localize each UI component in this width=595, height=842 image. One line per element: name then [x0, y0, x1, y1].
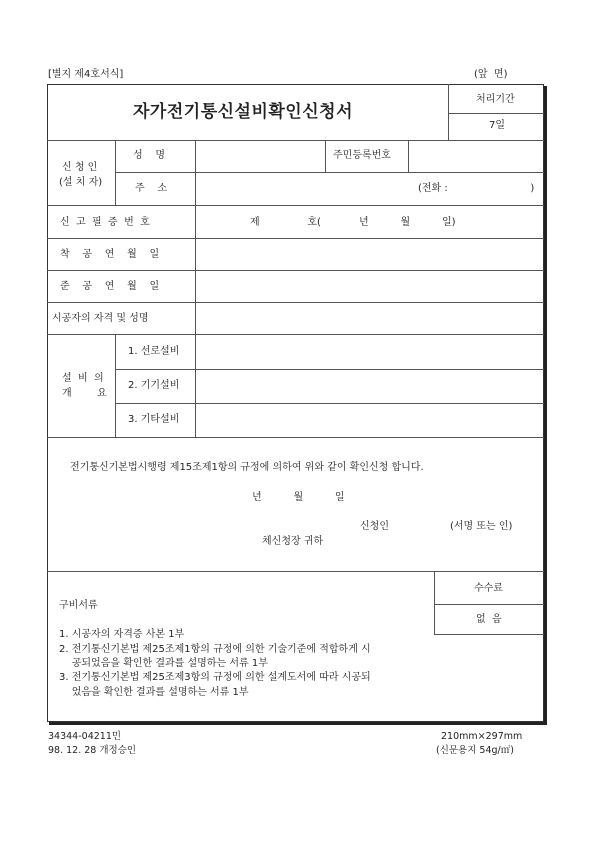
divider: [115, 334, 116, 437]
phone-label: (전화 : ): [418, 183, 535, 194]
divider: [47, 437, 544, 438]
other-facility-field[interactable]: [197, 405, 543, 436]
divider: [325, 140, 326, 172]
divider: [47, 334, 544, 335]
divider: [47, 140, 544, 141]
certificate-number-value: 제 호( 년 월 일): [250, 217, 456, 228]
page-side: (앞 면): [474, 69, 508, 80]
construction-start-field[interactable]: [197, 240, 543, 269]
divider: [434, 634, 544, 635]
processing-period-value: 7일: [489, 120, 506, 131]
form-title: 자가전기통신설비확인신청서: [133, 102, 353, 122]
construction-finish-field[interactable]: [197, 272, 543, 301]
declaration-applicant: 신청인: [360, 521, 389, 532]
equipment-facility-field[interactable]: [197, 371, 543, 402]
construction-start-label: 착 공 연 월 일: [60, 249, 160, 260]
signature-placeholder: (서명 또는 인): [450, 521, 513, 532]
document-item: 1. 시공자의 자격증 사본 1부: [59, 629, 185, 640]
divider: [115, 403, 544, 404]
resident-id-label: 주민등록번호: [333, 150, 391, 161]
divider: [434, 571, 435, 634]
fee-label: 수수료: [474, 583, 503, 594]
paper-type: (신문용지 54g/㎡): [436, 745, 514, 756]
facility-label-sub: 개 요: [62, 388, 107, 399]
divider: [47, 205, 544, 206]
divider: [448, 113, 544, 114]
document-item: 2. 전기통신기본법 제25조제1항의 규정에 의한 기술기준에 적합하게 시: [59, 644, 371, 655]
certificate-number-label: 신 고 필 증 번 호: [60, 217, 150, 228]
divider: [47, 270, 544, 271]
divider: [408, 140, 409, 172]
resident-id-field[interactable]: [410, 142, 543, 171]
certificate-number-field[interactable]: [197, 207, 543, 237]
approval-date: 98. 12. 28 개정승인: [48, 745, 137, 756]
addressee: 체신청장 귀하: [262, 536, 324, 547]
name-label: 성 명: [133, 150, 166, 161]
applicant-label: 신 청 인: [62, 162, 98, 173]
document-item-cont: 공되었음을 확인한 결과를 설명하는 서류 1부: [59, 658, 268, 669]
address-field[interactable]: [197, 174, 417, 204]
divider: [47, 238, 544, 239]
document-item-cont: 었음을 확인한 결과를 설명하는 서류 1부: [59, 687, 249, 698]
facility-item-line: 1. 선로설비: [128, 346, 180, 357]
documents-label: 구비서류: [59, 600, 98, 611]
paper-size: 210mm×297mm: [441, 731, 523, 742]
divider: [115, 172, 544, 173]
facility-label: 설 비 의: [62, 373, 104, 384]
contractor-field[interactable]: [197, 304, 543, 333]
divider: [115, 369, 544, 370]
divider: [448, 84, 449, 140]
line-facility-field[interactable]: [197, 336, 543, 368]
document-item: 3. 전기통신기본법 제25조제3항의 규정에 의한 설계도서에 따라 시공되: [59, 672, 371, 683]
divider: [47, 302, 544, 303]
address-label: 주 소: [135, 183, 168, 194]
frame-shadow-right: [544, 86, 547, 725]
divider: [195, 140, 196, 437]
fee-value: 없 음: [476, 614, 502, 625]
declaration-date: 년 월 일: [252, 492, 345, 503]
frame-shadow-bottom: [49, 722, 547, 725]
processing-period-label: 처리기간: [476, 94, 515, 105]
declaration-statement: 전기통신기본법시행령 제15조제1항의 규정에 의하여 위와 같이 확인신청 합니다.: [70, 462, 424, 473]
contractor-label: 시공자의 자격 및 성명: [52, 313, 149, 324]
facility-item-equipment: 2. 기기설비: [128, 380, 180, 391]
construction-finish-label: 준 공 연 월 일: [60, 281, 160, 292]
divider: [434, 604, 544, 605]
applicant-label-sub: (설 치 자): [59, 177, 103, 188]
facility-item-other: 3. 기타설비: [128, 414, 180, 425]
form-code: 34344-04211민: [48, 731, 122, 742]
divider: [115, 140, 116, 205]
divider: [47, 571, 544, 572]
form-number: [별지 제4호서식]: [48, 69, 124, 80]
name-field[interactable]: [197, 142, 324, 171]
